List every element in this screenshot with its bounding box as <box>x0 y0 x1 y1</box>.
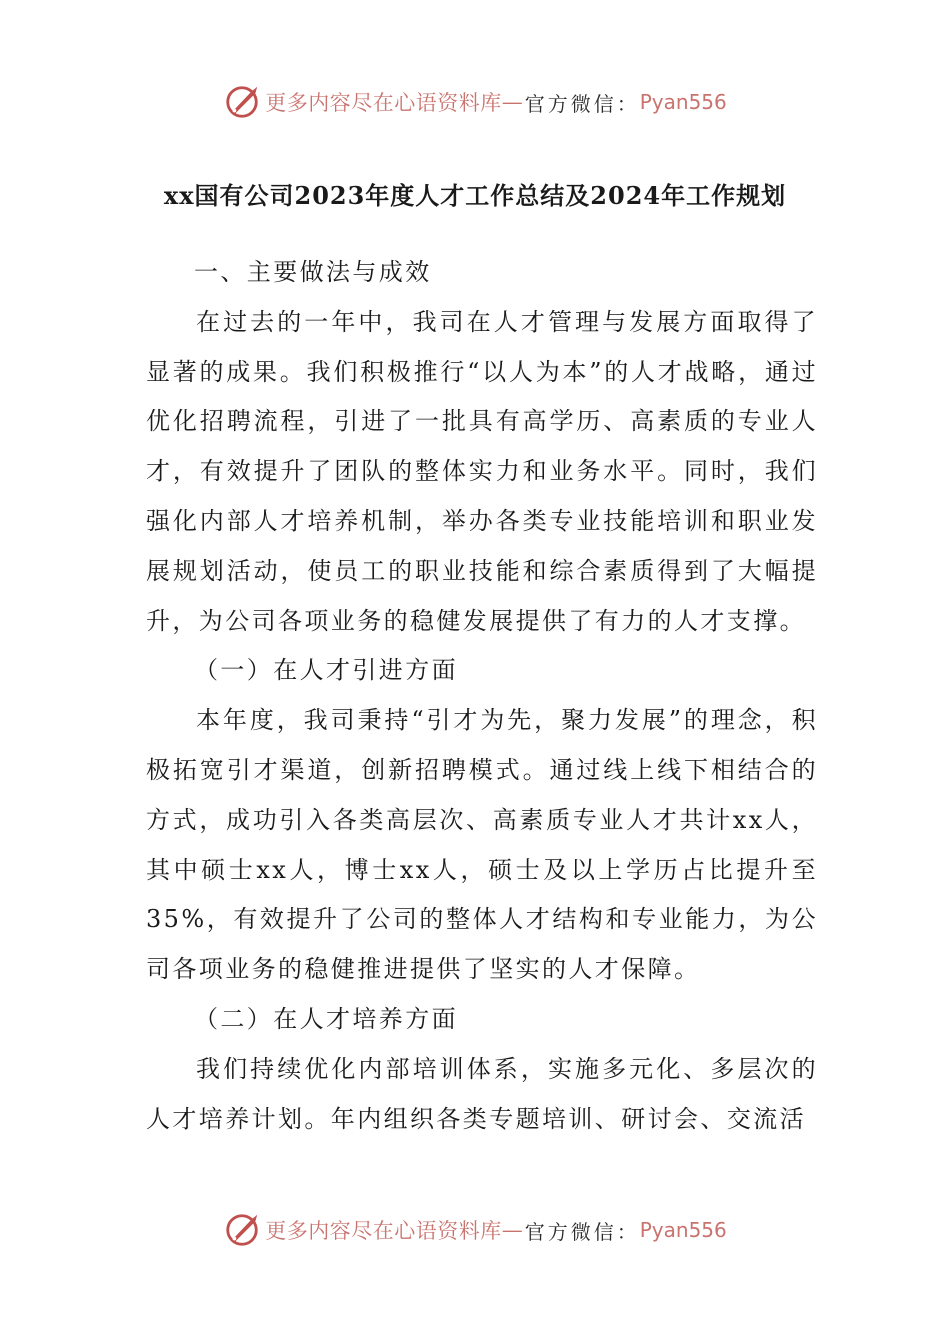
subsection-paragraph: 我们持续优化内部培训体系，实施多元化、多层次的人才培养计划。年内组织各类专题培训、研讨会、交流活 <box>146 1054 818 1133</box>
header-banner <box>0 80 950 124</box>
banner-dash: — <box>501 90 523 114</box>
banner-wechat-id: Pyan556 <box>639 90 727 114</box>
banner-official-label: 官方微信： <box>524 91 640 116</box>
quill-logo-icon <box>223 1211 261 1249</box>
section-heading: 一、主要做法与成效 <box>194 258 432 286</box>
banner-wechat-id: Pyan556 <box>639 1218 727 1242</box>
document-body <box>146 248 818 1144</box>
document-title: xx国有公司2023年度人才工作总结及2024年工作规划 <box>163 181 787 210</box>
banner-official-label: 官方微信： <box>524 1219 640 1244</box>
banner-library-text: 更多内容尽在心语资料库 <box>265 91 502 115</box>
banner-dash: — <box>501 1218 523 1242</box>
footer-banner <box>0 1208 950 1252</box>
quill-logo-icon <box>223 83 261 121</box>
subsection-heading: （一）在人才引进方面 <box>194 656 458 685</box>
section-paragraph: 在过去的一年中，我司在人才管理与发展方面取得了显著的成果。我们积极推行“以人为本”的人才战略，通过优化招聘流程，引进了一批具有高学历、高素质的专业人才，有效提升了团队的整体实力和业务水平。同时，我们强化内部人才培养机制，举办各类专业技能培训和职业发展规划活动，使员工的职业技能和综合素质得到了大幅提升，为公司各项业务的稳健发展提供了有力的人才支撑。 <box>146 307 818 635</box>
banner-library-text: 更多内容尽在心语资料库 <box>265 1219 502 1243</box>
subsection-heading: （二）在人才培养方面 <box>194 1004 458 1033</box>
subsection-paragraph: 本年度，我司秉持“引才为先，聚力发展”的理念，积极拓宽引才渠道，创新招聘模式。通过线上线下相结合的方式，成功引入各类高层次、高素质专业人才共计xx人，其中硕士xx人，博士xx人，硕士及以上学历占比提升至35%，有效提升了公司的整体人才结构和专业能力，为公司各项业务的稳健推进提供了坚实的人才保障。 <box>146 706 818 984</box>
